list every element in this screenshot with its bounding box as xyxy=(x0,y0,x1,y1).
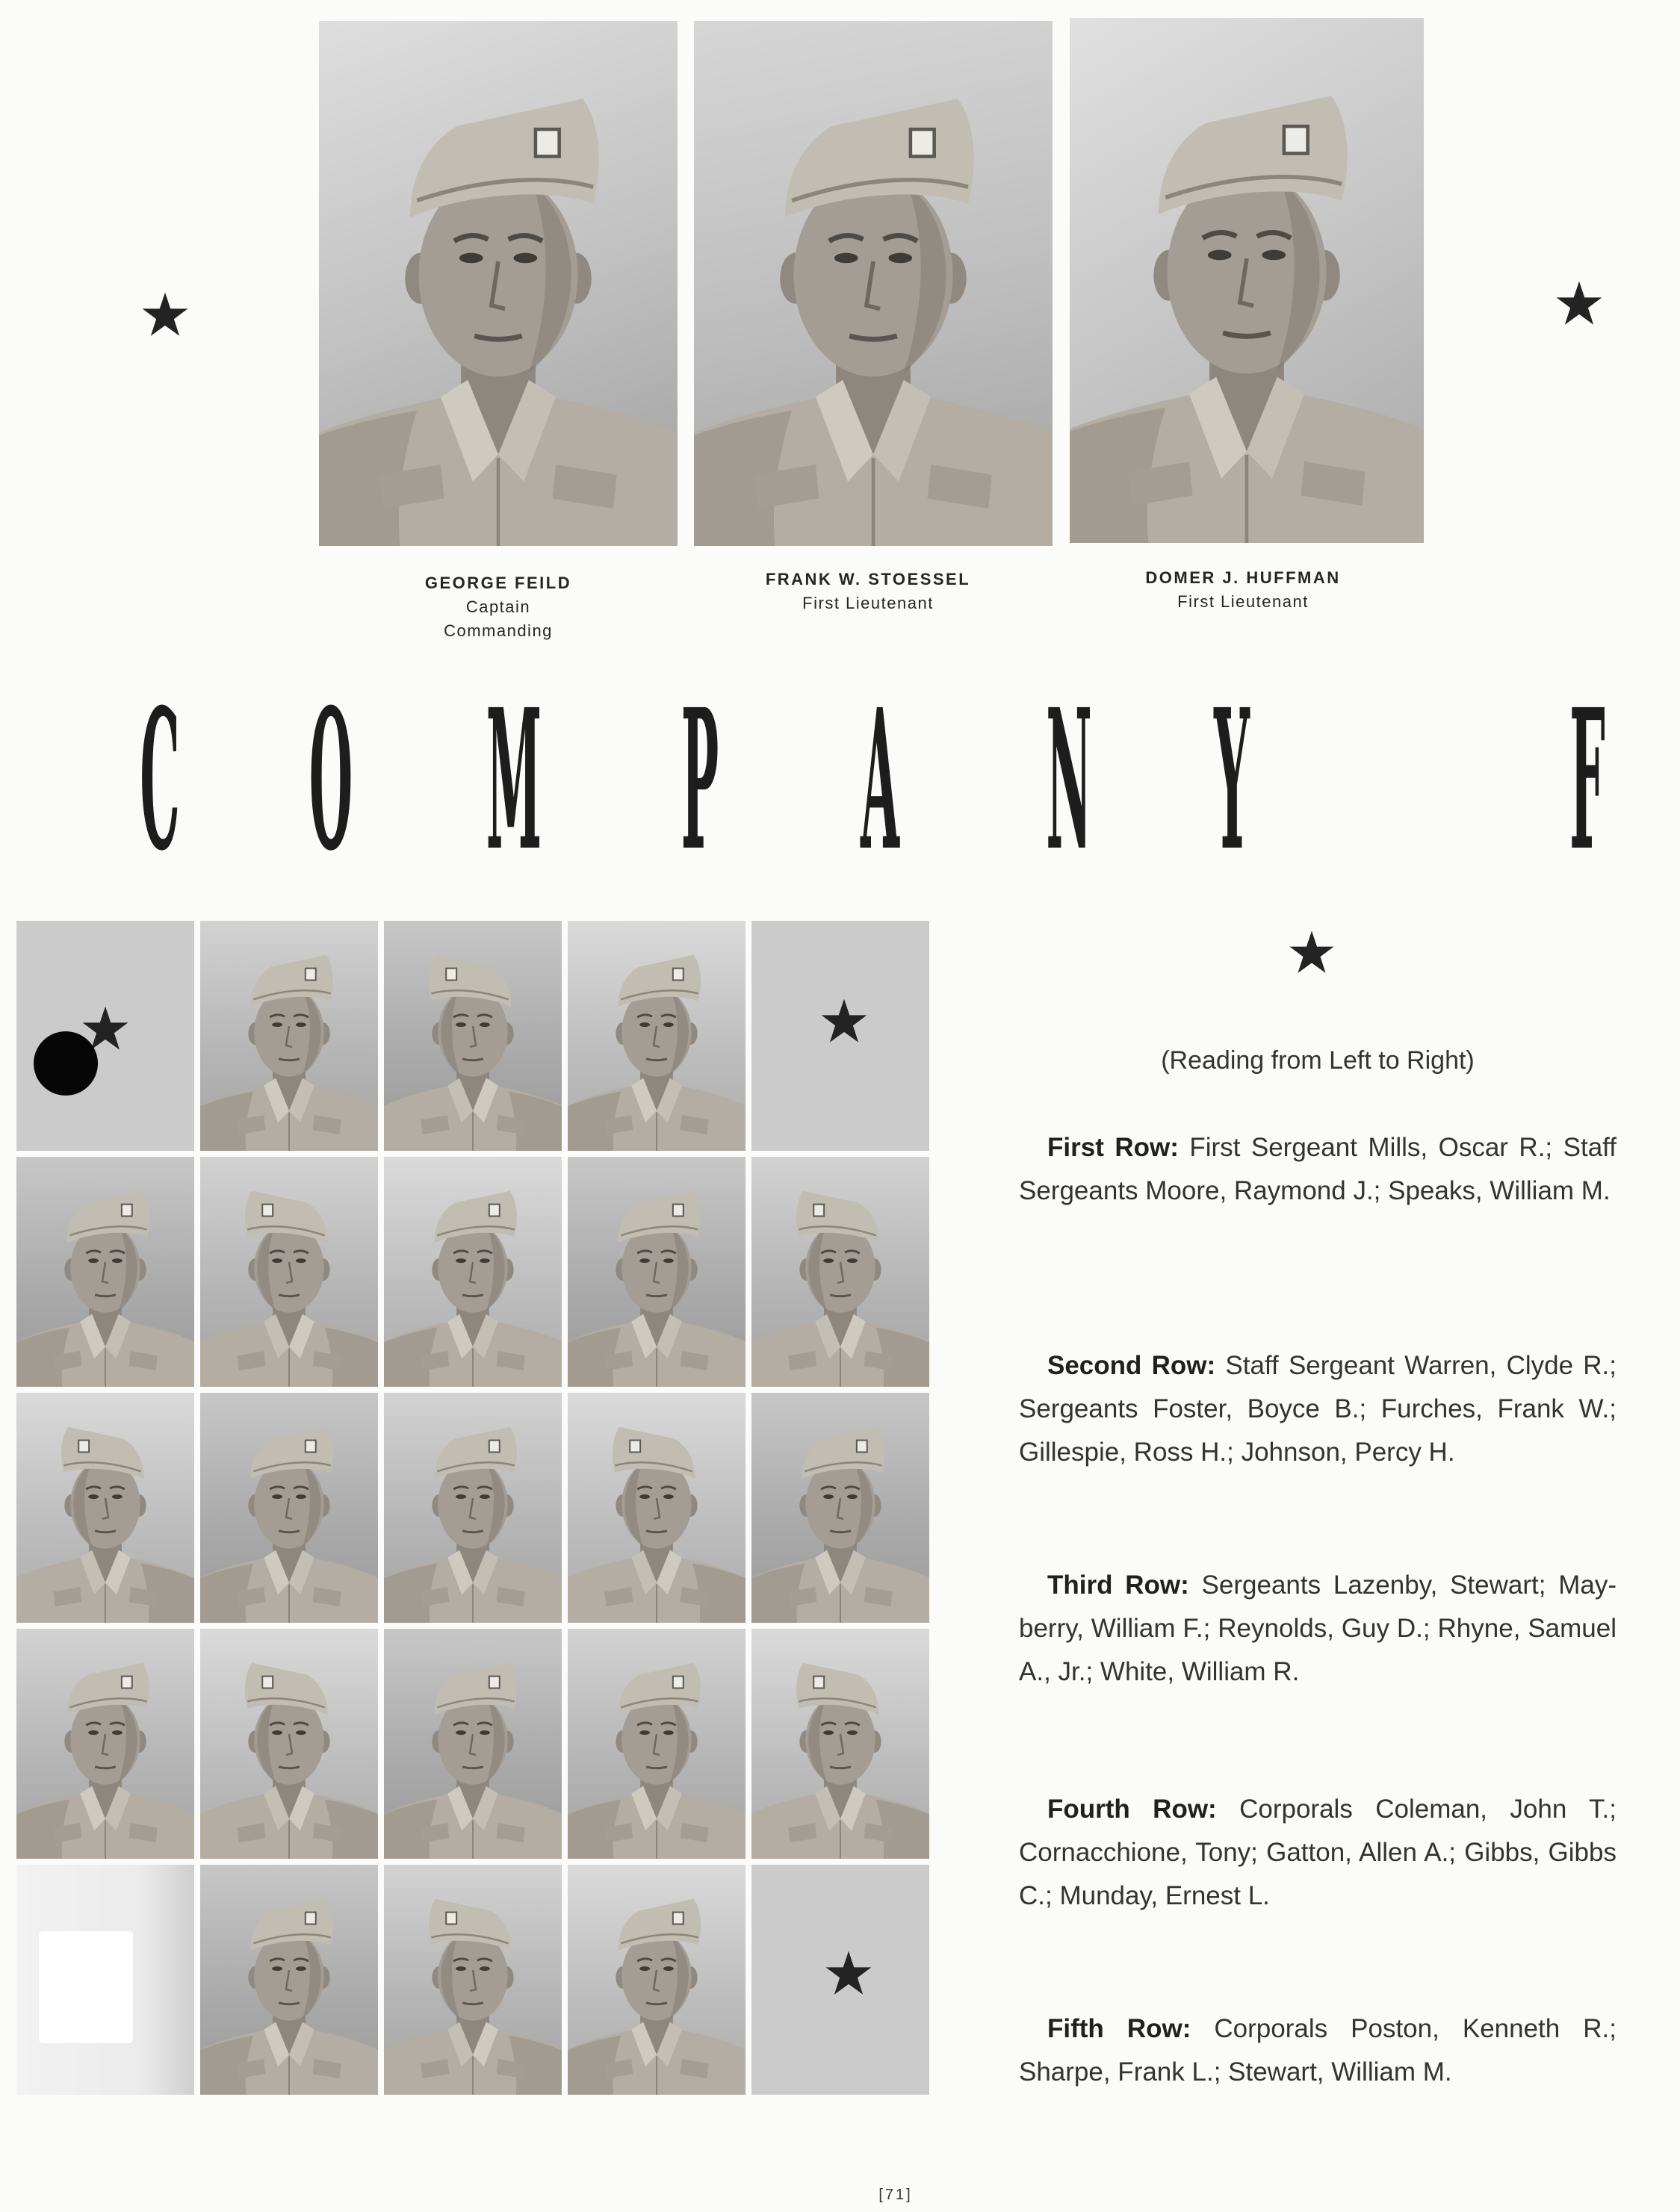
soldier-photo-row4-3 xyxy=(384,1629,562,1859)
soldier-portrait-icon xyxy=(568,1393,746,1623)
soldier-photo-row4-2 xyxy=(200,1629,378,1859)
soldier-portrait-icon xyxy=(384,1157,562,1387)
soldier-portrait-icon xyxy=(751,1629,929,1859)
soldier-photo-row1-3 xyxy=(568,921,746,1151)
roster-names: First Sergeant Mills, Oscar R.; Staff Sergeants Moore, Raymond J.; Speaks, William M. xyxy=(1019,1133,1617,1205)
title-letter: P xyxy=(681,667,719,893)
soldier-photo-row2-3 xyxy=(384,1157,562,1387)
roster-label: Third Row: xyxy=(1047,1571,1189,1600)
grid-star-cell xyxy=(16,921,194,1151)
roster-fourth-row xyxy=(1019,1788,1617,1918)
soldier-photo-row1-2 xyxy=(384,921,562,1151)
soldier-photo-row5-1 xyxy=(200,1865,378,2095)
roster-label: First Row: xyxy=(1047,1133,1179,1162)
soldier-portrait-icon xyxy=(384,1629,562,1859)
soldier-portrait-icon xyxy=(200,1865,378,2095)
soldier-photo-row5-2 xyxy=(384,1865,562,2095)
soldier-photo-row3-3 xyxy=(384,1393,562,1623)
soldier-portrait-icon xyxy=(751,1393,929,1623)
soldier-portrait-icon xyxy=(200,1629,378,1859)
soldier-portrait-icon xyxy=(200,1157,378,1387)
star-icon xyxy=(1555,279,1604,329)
title-letter: N xyxy=(1046,667,1092,893)
soldier-photo-row4-1 xyxy=(16,1629,194,1859)
officer-rank: Captain xyxy=(465,597,531,616)
soldier-portrait-icon xyxy=(384,1865,562,2095)
officer-caption-huffman xyxy=(1064,566,1422,614)
blank-patch xyxy=(39,1931,133,2043)
soldier-photo-row3-2 xyxy=(200,1393,378,1623)
soldier-photo-row3-1 xyxy=(16,1393,194,1623)
star-icon xyxy=(819,997,869,1046)
soldier-photo-row3-4 xyxy=(568,1393,746,1623)
officer-name: FRANK W. STOESSEL xyxy=(765,570,971,588)
officer-name: DOMER J. HUFFMAN xyxy=(1145,568,1341,587)
punch-hole xyxy=(34,1031,98,1096)
soldier-portrait-icon xyxy=(568,1865,746,2095)
star-icon xyxy=(140,291,190,340)
roster-second-row xyxy=(1019,1344,1617,1474)
grid-blank-cell xyxy=(16,1865,194,2095)
officer-photo-stoessel xyxy=(694,21,1053,546)
title-letter: F xyxy=(1569,667,1605,893)
roster-fifth-row xyxy=(1019,2007,1617,2094)
soldier-photo-row2-5 xyxy=(751,1157,929,1387)
soldier-portrait-icon xyxy=(16,1393,194,1623)
roster-names: Staff Sergeant Warren, Clyde R.; Sergeants Foster, Boyce B.; Furches, Frank W.; Gillespie, Ross H.; Johnson, Percy H. xyxy=(1019,1351,1617,1467)
officer-photo-feild xyxy=(319,21,678,546)
roster-third-row xyxy=(1019,1564,1617,1694)
officer-rank: First Lieutenant xyxy=(1177,592,1309,611)
title-letter: O xyxy=(309,667,353,893)
reading-note: (Reading from Left to Right) xyxy=(1161,1046,1475,1075)
soldier-portrait-icon xyxy=(568,1629,746,1859)
soldier-portrait-icon xyxy=(200,1393,378,1623)
officer-name: GEORGE FEILD xyxy=(424,574,572,592)
soldier-portrait-icon xyxy=(568,921,746,1151)
officer-role: Commanding xyxy=(444,621,553,640)
soldier-portrait-icon xyxy=(384,921,562,1151)
soldier-portrait-icon xyxy=(384,1393,562,1623)
officer-portrait-image xyxy=(1070,18,1424,543)
soldier-portrait-icon xyxy=(16,1629,194,1859)
soldier-photo-row5-3 xyxy=(568,1865,746,2095)
officer-portrait-image xyxy=(319,21,678,546)
star-icon xyxy=(824,1949,873,1998)
soldier-portrait-icon xyxy=(568,1157,746,1387)
soldier-photo-row1-1 xyxy=(200,921,378,1151)
soldier-photo-row4-4 xyxy=(568,1629,746,1859)
officer-rank: First Lieutenant xyxy=(802,594,934,612)
roster-names: Corporals Poston, Kenneth R.; Sharpe, Frank L.; Stewart, William M. xyxy=(1019,2014,1617,2087)
roster-label: Fifth Row: xyxy=(1047,2014,1191,2043)
title-letter: Y xyxy=(1214,667,1250,893)
roster-first-row xyxy=(1019,1126,1617,1213)
grid-star-cell xyxy=(751,1865,929,2095)
soldier-portrait-icon xyxy=(751,1157,929,1387)
soldier-photo-row2-1 xyxy=(16,1157,194,1387)
roster-label: Fourth Row: xyxy=(1047,1795,1217,1824)
officer-portrait-image xyxy=(694,21,1053,546)
title-letter: M xyxy=(486,667,542,893)
officer-caption-feild xyxy=(319,571,678,643)
officer-photo-huffman xyxy=(1070,18,1424,543)
soldier-photo-row4-5 xyxy=(751,1629,929,1859)
soldier-portrait-icon xyxy=(200,921,378,1151)
soldier-photo-row2-4 xyxy=(568,1157,746,1387)
star-icon xyxy=(1288,929,1336,977)
page-number: [71] xyxy=(878,2187,913,2203)
roster-names: Corporals Coleman, John T.; Cornacchione, Tony; Gatton, Allen A.; Gibbs, Gibbs C.; Munday, Ernest L. xyxy=(1019,1795,1617,1910)
soldier-photo-row3-5 xyxy=(751,1393,929,1623)
officer-caption-stoessel xyxy=(689,568,1047,615)
soldier-photo-row2-2 xyxy=(200,1157,378,1387)
title-letter: A xyxy=(860,667,900,893)
grid-star-cell xyxy=(751,921,929,1151)
title-letter: C xyxy=(140,667,180,893)
roster-label: Second Row: xyxy=(1047,1351,1216,1380)
roster-names: Sergeants Lazenby, Stewart; Mayberry, William F.; Reynolds, Guy D.; Rhyne, Samuel A., Jr.; White, William R. xyxy=(1019,1571,1617,1686)
soldier-portrait-icon xyxy=(16,1157,194,1387)
